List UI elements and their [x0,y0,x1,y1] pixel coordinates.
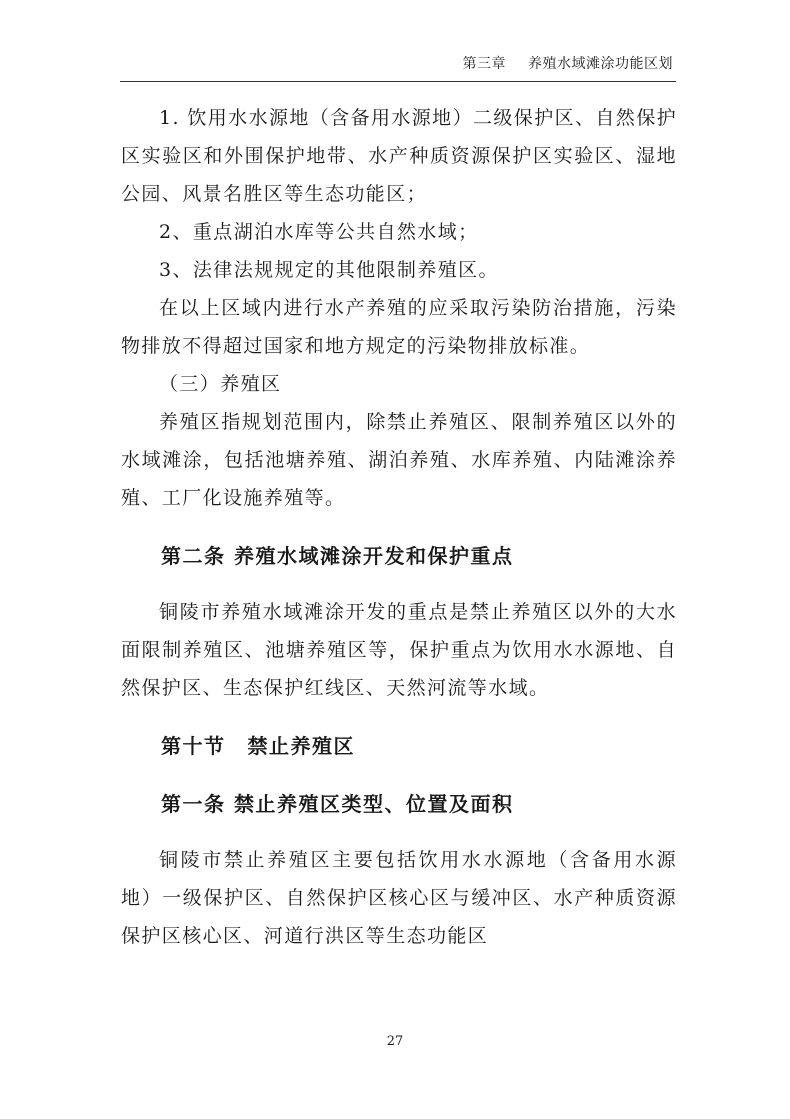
page-body [121,99,677,955]
header-chapter-number: 第三章 [462,56,506,72]
article-1-title: 第一条 禁止养殖区类型、位置及面积 [161,792,514,816]
list-item-3: 3、法律法规规定的其他限制养殖区。 [159,259,499,281]
running-header [463,53,674,73]
header-chapter-title: 养殖水域滩涂功能区划 [528,56,673,72]
list-item-1: 1. 饮用水水源地（含备用水源地）二级保护区、自然保护区实验区和外围保护地带、水产种质资源保护区实验区、湿地公园、风景名胜区等生态功能区； [121,107,678,205]
list-item-2: 2、重点湖泊水库等公共自然水域； [159,221,479,243]
subsection-heading-3: （三）养殖区 [159,373,282,395]
article-1-paragraph: 铜陵市禁止养殖区主要包括饮用水水源地（含备用水源地）一级保护区、自然保护区核心区与缓冲区、水产种质资源保护区核心区、河道行洪区等生态功能区 [121,849,677,947]
section-10-title [121,727,677,765]
header-rule [120,81,676,82]
restriction-note: 在以上区域内进行水产养殖的应采取污染防治措施，污染物排放不得超过国家和地方规定的污染物排放标准。 [121,297,677,357]
subsection-3-paragraph: 养殖区指规划范围内，除禁止养殖区、限制养殖区以外的水域滩涂，包括池塘养殖、湖泊养殖、水库养殖、内陆滩涂养殖、工厂化设施养殖等。 [121,411,677,509]
section-10-name: 禁止养殖区 [247,734,355,758]
section-10-number: 第十节 [161,734,226,758]
page-number: 27 [386,1034,404,1049]
article-2-title: 第二条 养殖水域滩涂开发和保护重点 [161,544,514,568]
article-2-paragraph: 铜陵市养殖水域滩涂开发的重点是禁止养殖区以外的大水面限制养殖区、池塘养殖区等，保护重点为饮用水水源地、自然保护区、生态保护红线区、天然河流等水域。 [121,601,677,699]
